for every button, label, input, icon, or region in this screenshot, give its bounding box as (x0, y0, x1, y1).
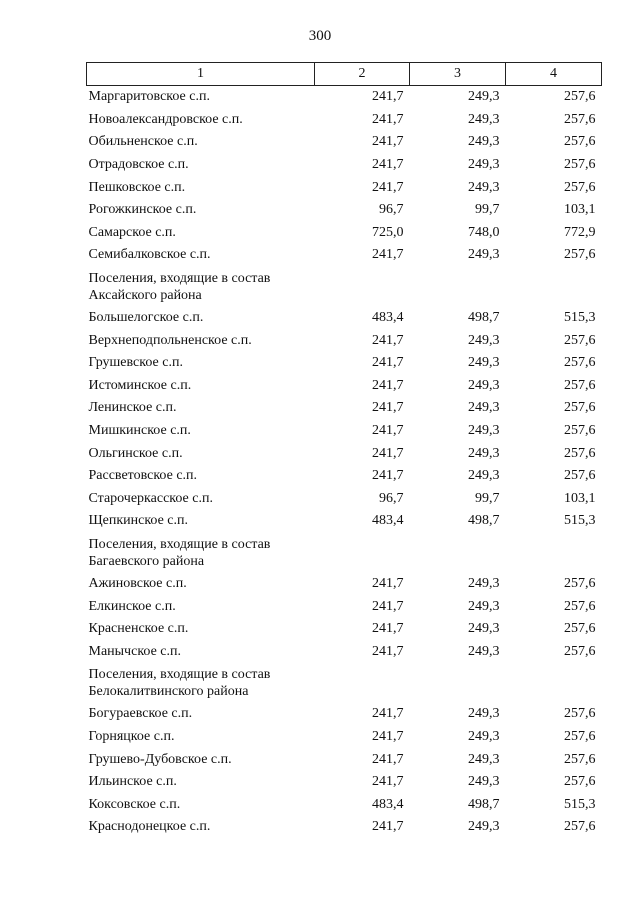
header-row (87, 63, 602, 86)
value-col-2-cell: 241,7 (372, 111, 404, 127)
table-row (87, 307, 602, 330)
value-col-3-cell: 249,3 (468, 575, 500, 591)
value-col-2-cell: 96,7 (379, 490, 404, 506)
value-col-4-cell: 257,6 (564, 355, 596, 371)
settlement-name-cell: Самарское с.п. (88, 224, 176, 240)
table-row (87, 109, 602, 132)
group-header-label: Поселения, входящие в состав (88, 270, 271, 286)
settlement-name-cell: Щепкинское с.п. (88, 513, 189, 529)
settlement-name-cell: Ажиновское с.п. (88, 575, 187, 591)
value-col-2-cell: 725,0 (372, 224, 404, 240)
value-col-3-cell: 249,3 (468, 89, 500, 105)
value-col-2-cell: 241,7 (372, 89, 404, 105)
value-col-4-cell: 257,6 (564, 247, 596, 263)
value-col-3-cell: 498,7 (468, 310, 500, 326)
table-row (87, 442, 602, 465)
table-row (87, 222, 602, 245)
value-col-2-cell: 241,7 (372, 423, 404, 439)
group-header-row (87, 267, 602, 307)
value-col-3-cell: 249,3 (468, 728, 500, 744)
value-col-4-cell: 257,6 (564, 774, 596, 790)
value-col-3-cell: 249,3 (468, 400, 500, 416)
value-col-4-cell: 515,3 (564, 310, 596, 326)
settlement-name-cell: Семибалковское с.п. (88, 247, 211, 263)
value-col-3-cell: 249,3 (468, 377, 500, 393)
value-col-2-cell: 241,7 (372, 355, 404, 371)
group-header-label: Белокалитвинского района (88, 684, 249, 700)
group-header-cell (87, 533, 602, 573)
table-row (87, 488, 602, 511)
settlement-name-cell: Старочеркасское с.п. (88, 490, 213, 506)
settlement-name-cell: Маргаритовское с.п. (88, 89, 210, 105)
table-row (87, 176, 602, 199)
value-col-2-cell: 241,7 (372, 377, 404, 393)
group-header-label: Аксайского района (88, 287, 202, 303)
settlement-name-cell: Новоалександровское с.п. (88, 111, 243, 127)
value-col-4-cell: 257,6 (564, 575, 596, 591)
page-number: 300 (308, 28, 332, 44)
settlement-name-cell: Краснодонецкое с.п. (88, 819, 211, 835)
table-row (87, 640, 602, 663)
value-col-3-cell: 249,3 (468, 751, 500, 767)
table-row (87, 510, 602, 533)
table-row (87, 595, 602, 618)
value-col-2-cell: 241,7 (372, 400, 404, 416)
settlement-name-cell: Ильинское с.п. (88, 774, 177, 790)
group-header-label: Поселения, входящие в состав (88, 667, 271, 683)
column-header-2: 2 (315, 63, 410, 86)
group-header-label: Поселения, входящие в состав (88, 536, 271, 552)
value-col-2-cell: 241,7 (372, 819, 404, 835)
value-col-3-cell: 249,3 (468, 643, 500, 659)
value-col-4-cell: 257,6 (564, 179, 596, 195)
value-col-3-cell: 249,3 (468, 247, 500, 263)
value-col-4-cell: 257,6 (564, 598, 596, 614)
table-row (87, 726, 602, 749)
value-col-4-cell: 257,6 (564, 134, 596, 150)
value-col-2-cell: 241,7 (372, 157, 404, 173)
value-col-4-cell: 257,6 (564, 621, 596, 637)
settlement-name-cell: Грушевское с.п. (88, 355, 183, 371)
value-col-4-cell: 257,6 (564, 728, 596, 744)
value-col-3-cell: 249,3 (468, 134, 500, 150)
value-col-3-cell: 249,3 (468, 332, 500, 348)
settlement-name-cell: Рассветовское с.п. (88, 468, 198, 484)
value-col-2-cell: 483,4 (372, 513, 404, 529)
value-col-2-cell: 96,7 (379, 202, 404, 218)
table-row (87, 352, 602, 375)
value-col-4-cell: 103,1 (564, 202, 596, 218)
column-header-1: 1 (87, 63, 315, 86)
value-col-3-cell: 249,3 (468, 179, 500, 195)
table-row (87, 375, 602, 398)
group-header-cell (87, 663, 602, 703)
value-col-4-cell: 257,6 (564, 643, 596, 659)
value-col-3-cell: 249,3 (468, 774, 500, 790)
settlement-name-cell: Елкинское с.п. (88, 598, 176, 614)
settlement-name-cell: Коксовское с.п. (88, 796, 181, 812)
value-col-4-cell: 257,6 (564, 819, 596, 835)
group-header-cell (87, 267, 602, 307)
settlement-name-cell: Грушево-Дубовское с.п. (88, 751, 232, 767)
group-header-label: Багаевского района (88, 553, 205, 569)
group-header-row (87, 533, 602, 573)
value-col-2-cell: 241,7 (372, 134, 404, 150)
value-col-2-cell: 483,4 (372, 796, 404, 812)
value-col-4-cell: 257,6 (564, 377, 596, 393)
settlement-name-cell: Манычское с.п. (88, 643, 181, 659)
value-col-4-cell: 257,6 (564, 89, 596, 105)
settlement-name-cell: Пешковское с.п. (88, 179, 186, 195)
value-col-2-cell: 241,7 (372, 621, 404, 637)
settlement-name-cell: Богураевское с.п. (88, 706, 193, 722)
value-col-3-cell: 249,3 (468, 468, 500, 484)
group-header-row (87, 663, 602, 703)
value-col-2-cell: 241,7 (372, 247, 404, 263)
value-col-3-cell: 249,3 (468, 423, 500, 439)
table-row (87, 397, 602, 420)
value-col-2-cell: 241,7 (372, 598, 404, 614)
value-col-4-cell: 515,3 (564, 513, 596, 529)
value-col-2-cell: 241,7 (372, 445, 404, 461)
table-row (87, 465, 602, 488)
value-col-4-cell: 257,6 (564, 468, 596, 484)
table-row (87, 329, 602, 352)
table-row (87, 244, 602, 267)
table-body (87, 86, 602, 839)
value-col-3-cell: 249,3 (468, 445, 500, 461)
value-col-4-cell: 515,3 (564, 796, 596, 812)
value-col-3-cell: 249,3 (468, 598, 500, 614)
value-col-2-cell: 241,7 (372, 179, 404, 195)
value-col-4-cell: 257,6 (564, 157, 596, 173)
settlement-name-cell: Большелогское с.п. (88, 310, 204, 326)
value-col-2-cell: 483,4 (372, 310, 404, 326)
table-row (87, 154, 602, 177)
settlement-name-cell: Ленинское с.п. (88, 400, 177, 416)
settlement-name-cell: Ольгинское с.п. (88, 445, 183, 461)
settlement-name-cell: Красненское с.п. (88, 621, 189, 637)
value-col-2-cell: 241,7 (372, 332, 404, 348)
value-col-3-cell: 498,7 (468, 796, 500, 812)
table-row (87, 86, 602, 109)
value-col-2-cell: 241,7 (372, 706, 404, 722)
value-col-3-cell: 249,3 (468, 706, 500, 722)
table-row (87, 793, 602, 816)
value-col-4-cell: 103,1 (564, 490, 596, 506)
table-header (87, 63, 602, 86)
value-col-3-cell: 99,7 (475, 202, 500, 218)
table-row (87, 816, 602, 839)
settlement-name-cell: Отрадовское с.п. (88, 157, 189, 173)
value-col-4-cell: 257,6 (564, 706, 596, 722)
settlement-name-cell: Истоминское с.п. (88, 377, 192, 393)
data-table (86, 62, 602, 839)
value-col-2-cell: 241,7 (372, 751, 404, 767)
value-col-4-cell: 257,6 (564, 445, 596, 461)
table-row (87, 573, 602, 596)
settlement-name-cell: Рогожкинское с.п. (88, 202, 197, 218)
settlement-name-cell: Горняцкое с.п. (88, 728, 175, 744)
value-col-3-cell: 498,7 (468, 513, 500, 529)
value-col-3-cell: 249,3 (468, 819, 500, 835)
column-header-3: 3 (410, 63, 506, 86)
value-col-2-cell: 241,7 (372, 468, 404, 484)
value-col-3-cell: 748,0 (468, 224, 500, 240)
value-col-4-cell: 257,6 (564, 423, 596, 439)
settlement-name-cell: Верхнеподпольненское с.п. (88, 332, 252, 348)
value-col-3-cell: 249,3 (468, 621, 500, 637)
value-col-3-cell: 99,7 (475, 490, 500, 506)
value-col-4-cell: 257,6 (564, 751, 596, 767)
value-col-2-cell: 241,7 (372, 774, 404, 790)
settlement-name-cell: Мишкинское с.п. (88, 423, 191, 439)
value-col-3-cell: 249,3 (468, 157, 500, 173)
table-row (87, 199, 602, 222)
table-row (87, 703, 602, 726)
table-row (87, 618, 602, 641)
value-col-4-cell: 772,9 (564, 224, 596, 240)
value-col-2-cell: 241,7 (372, 728, 404, 744)
value-col-4-cell: 257,6 (564, 400, 596, 416)
table-row (87, 131, 602, 154)
value-col-4-cell: 257,6 (564, 332, 596, 348)
settlement-name-cell: Обильненское с.п. (88, 134, 198, 150)
value-col-3-cell: 249,3 (468, 111, 500, 127)
column-header-4: 4 (506, 63, 602, 86)
table-row (87, 748, 602, 771)
value-col-2-cell: 241,7 (372, 575, 404, 591)
value-col-4-cell: 257,6 (564, 111, 596, 127)
table-row (87, 420, 602, 443)
table-row (87, 771, 602, 794)
value-col-3-cell: 249,3 (468, 355, 500, 371)
value-col-2-cell: 241,7 (372, 643, 404, 659)
